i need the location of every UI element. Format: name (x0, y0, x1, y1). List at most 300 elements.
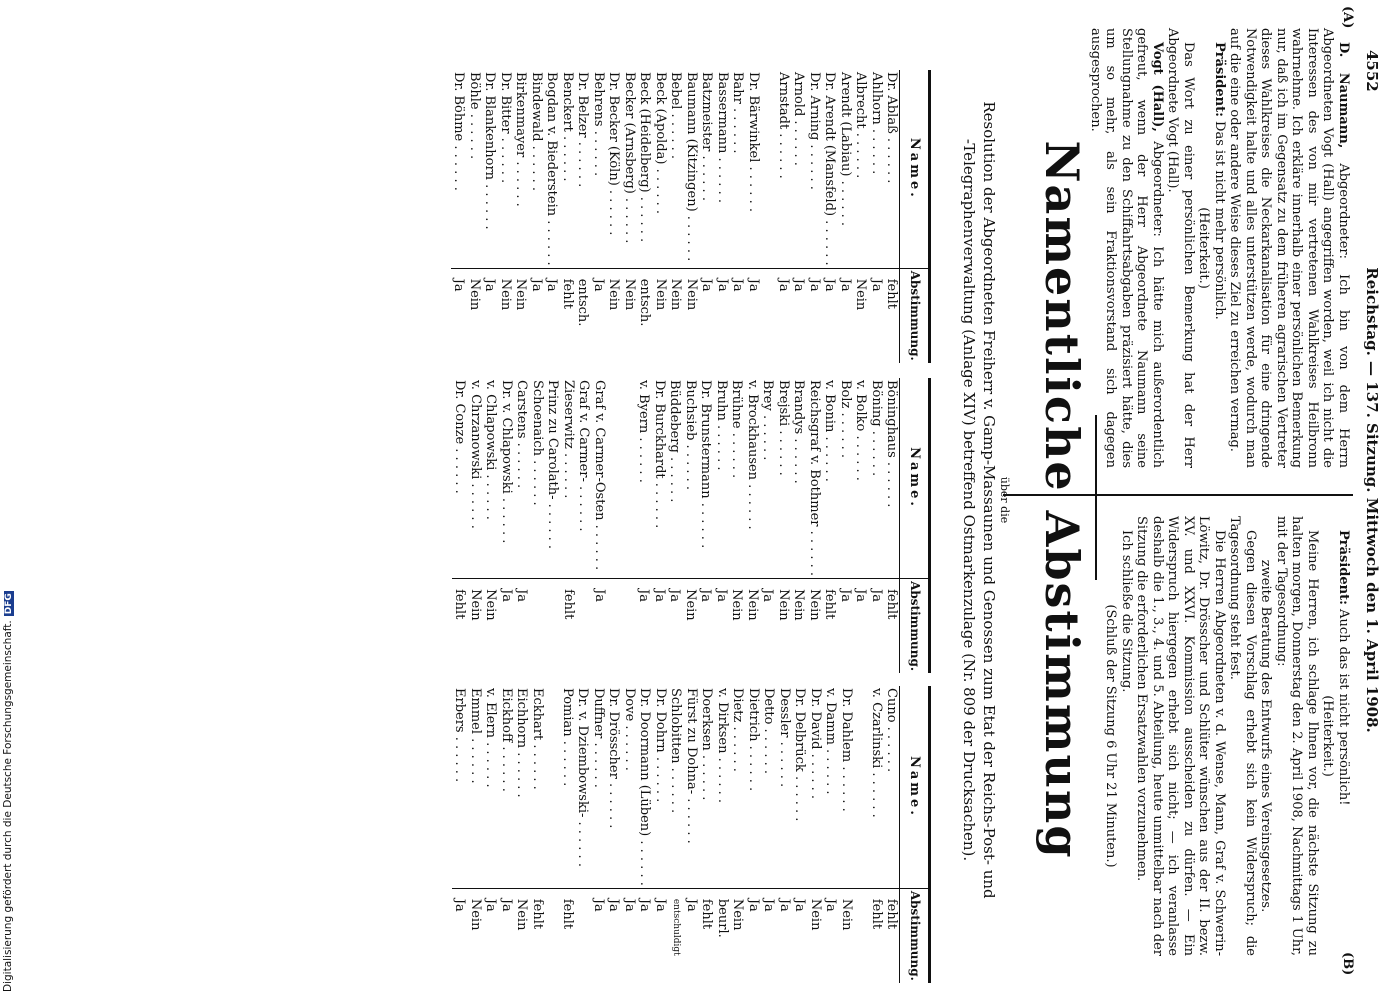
member-name: Dr. Drösscher . . . . . . (606, 686, 622, 888)
table-row (467, 686, 483, 983)
table-row (466, 70, 482, 363)
member-name: Bahr . . . . . . (730, 70, 746, 268)
right-paragraph (1134, 516, 1227, 956)
table-row (745, 378, 761, 673)
table-row (544, 70, 560, 363)
table-row (884, 378, 900, 673)
member-name: Dr. Arendt (Mansfeld) . . . . . . (822, 70, 838, 268)
member-name (854, 686, 869, 888)
member-vote: Ja (761, 898, 777, 912)
member-vote: Nein (730, 898, 746, 931)
left-paragraph (1165, 28, 1196, 468)
member-vote: Ja (760, 589, 776, 603)
table-row (822, 378, 838, 673)
table-row (699, 70, 715, 363)
member-vote: fehlt (699, 898, 715, 930)
table-row (745, 70, 761, 363)
member-name: Brandys . . . . . . (791, 378, 807, 579)
table-row (483, 378, 499, 673)
member-name: Dr. Bitter . . . . . . (497, 70, 513, 268)
right-paragraph (1258, 516, 1274, 956)
table-row (590, 686, 606, 983)
member-name: Brejski . . . . . . (776, 378, 792, 579)
member-vote (761, 268, 776, 362)
member-vote (545, 579, 561, 673)
left-paragraph (1227, 28, 1351, 468)
member-name: v. Damm . . . . . . (823, 686, 839, 888)
table-row (467, 378, 483, 673)
right-paragraph (1119, 516, 1135, 956)
paragraph-text: Abgeordneter: Ich bin von dem Herrn Abgeordneten Vogt (Hall) angegriffen worden, weil ich nicht die Interessen des von mir vertretenen Wahlkreises Heilbronn wahrnehme. Ich erkläre innerhalb einer persönlichen Bemerkung nur, daß ich im Gegensatz zu dem früheren agrarischen Vertreter dieses Wahlkreises die Neckarkanalisation für eine dringende Notwendigkeit halte und alles unterstützen werde, wodurch man auf die eine oder andere Weise dieses Ziel zu erreichen vermag. (1227, 28, 1351, 468)
member-name: Graf v. Carmer- . . . . . . (576, 378, 592, 579)
table-row (792, 686, 808, 983)
table-row (776, 686, 792, 983)
member-name: Dr. Brunstermann . . . . . . (698, 378, 714, 579)
table-row (497, 70, 513, 363)
member-vote: fehlt (559, 278, 575, 309)
member-vote: Ja (869, 589, 884, 603)
interjection: (Heiterkeit.) (1320, 695, 1336, 777)
paragraph-text: Die Herren Abgeordneten v. d. Wense, Mann, Graf v. Schwerin-Löwitz, Dr. Drösscher und Schlüter wünschen aus der II. bezw. XV. und XXVI. Kommission ausscheiden zu dürfen. — Ein Widerspruch hiergegen erhebt sich nicht; — ich veranlasse deshalb die 1., 3., 4. und 5. Abteilung, heute unmittelbar nach der Sitzung die erforderlichen Ersatzwahlen vorzunehmen. (1134, 516, 1227, 956)
member-name: v. Bolko . . . . . . (853, 378, 869, 579)
table-row (869, 686, 885, 983)
member-vote: fehlt (559, 898, 575, 930)
member-vote: Ja (853, 589, 869, 603)
member-name: Becker (Arnsberg) . . . . . . (621, 70, 637, 268)
paragraph-text: zweite Beratung des Entwurfs eines Vereinsgesetzes. (1258, 559, 1274, 913)
member-name (607, 378, 622, 579)
member-name: Dietrich . . . . . . (745, 686, 761, 888)
member-name: Dr. Blankenhorn . . . . . . (482, 70, 498, 268)
member-vote: Ja (730, 278, 746, 292)
member-vote: Ja (452, 898, 468, 912)
paragraph-text: Das ist nicht mehr persönlich. (1212, 116, 1227, 320)
member-name: Emmel . . . . . . (467, 686, 483, 888)
speaker-name: Vogt (Hall), (1150, 42, 1165, 132)
member-vote (575, 888, 591, 982)
member-vote (607, 579, 622, 673)
paragraph-text: Abgeordneter: Ich hätte mich außerordentlich gefreut, wenn der Herr Abgeordnete Naumann seine Stellungnahme zu den Schiffahrtsabgaben präzisiert hätte, dies um so mehr, als sein Fraktionsvorstand sich dagegen ausgesprochen. (1088, 28, 1165, 468)
member-name: Dove . . . . . . (621, 686, 637, 888)
speaker-name: Präsident: (1212, 42, 1227, 117)
table-row (730, 686, 746, 983)
member-vote: Ja (869, 278, 884, 292)
paragraph-text: Auch das ist nicht persönlich! (1336, 604, 1351, 806)
member-vote: Ja (636, 589, 652, 603)
table-row (607, 378, 622, 673)
table-row (591, 378, 607, 673)
member-vote: Nein (853, 278, 869, 311)
member-name: Baumann (Kitzingen) . . . . . . (683, 70, 699, 268)
member-vote: Ja (714, 278, 730, 292)
member-vote: Ja (714, 589, 729, 603)
table-row (683, 70, 699, 363)
table-row (652, 686, 668, 983)
vote-column-header: Abstimmung. (900, 888, 930, 982)
table-row (854, 686, 869, 983)
vote-subtitle: Resolution der Abgeordneten Freiherr v. Gamp-Massaunen und Genossen zum Etat der Reichs-Post- und -Telegraphenverwaltung (Anlage XIV) betreffend Ostmarkenzulage (Nr. 809 der Drucksachen). (960, 101, 998, 899)
member-vote: Ja (606, 898, 622, 912)
table-row (776, 378, 792, 673)
member-name (621, 378, 636, 579)
member-vote: Ja (498, 898, 514, 912)
member-vote: fehlt (884, 589, 900, 620)
member-name: Birkenmayer . . . . . . (513, 70, 529, 268)
member-name: v. Chlapowski . . . . . . (483, 378, 499, 579)
table-row (513, 70, 529, 363)
member-vote (621, 579, 636, 673)
table-row (776, 70, 792, 363)
table-row (884, 686, 900, 983)
member-name: v. Brockhausen . . . . . . (745, 378, 761, 579)
member-vote: Nein (776, 589, 791, 621)
paragraph-text: Das Wort zu einer persönlichen Bemerkung hat der Herr Abgeordnete Vogt (Hall). (1165, 28, 1196, 468)
member-name: Erbers . . . . . . (452, 686, 468, 888)
member-name: Böninghaus . . . . . . (884, 378, 900, 579)
vote-table (451, 70, 931, 363)
table-row (838, 378, 854, 673)
member-name: Pomian . . . . . . (559, 686, 575, 888)
member-vote (545, 888, 560, 982)
vote-table (452, 378, 931, 673)
table-row (621, 378, 636, 673)
right-paragraph (1227, 516, 1258, 956)
table-row (683, 378, 699, 673)
dfg-logo: DFG (4, 593, 14, 615)
member-vote (854, 888, 869, 982)
table-row (869, 70, 885, 363)
table-row (853, 70, 869, 363)
member-name: Zieserwitz . . . . . . (560, 378, 576, 579)
table-row (730, 70, 746, 363)
member-name: Ahlhorn . . . . . . (869, 70, 885, 268)
member-vote: fehlt (529, 898, 545, 930)
member-vote: Ja (498, 589, 514, 603)
table-row (498, 686, 514, 983)
member-name: Bebel . . . . . . (668, 70, 684, 268)
page-number: 4552 (1363, 50, 1381, 92)
table-row (545, 686, 560, 983)
vote-over: über die (998, 476, 1011, 524)
left-paragraph (1088, 28, 1166, 468)
member-name: Batzmeister . . . . . . (699, 70, 715, 268)
right-text-column (1103, 516, 1351, 956)
member-vote: Nein (729, 589, 745, 621)
member-vote: Ja (776, 898, 792, 912)
member-vote: Nein (514, 898, 530, 931)
member-vote: Ja (482, 278, 498, 292)
member-name: Dr. v. Dziembowski- . . . . . . (575, 686, 591, 888)
member-name: Dr. Becker (Köln) . . . . . . (606, 70, 622, 268)
member-name: v. Czarlinski . . . . . . (869, 686, 885, 888)
table-row (451, 70, 467, 363)
left-text-column (1088, 28, 1352, 468)
member-name: Dr. Dahlem . . . . . . (838, 686, 854, 888)
member-vote: Nein (683, 278, 699, 311)
member-name: v. Dirksen . . . . . . (714, 686, 730, 888)
member-vote: Ja (792, 898, 808, 912)
member-vote: Ja (451, 278, 467, 292)
member-vote: Ja (838, 278, 853, 292)
table-row (807, 70, 823, 363)
member-vote: fehlt (869, 898, 884, 930)
table-row (698, 378, 714, 673)
member-name: Bruhn . . . . . . (714, 378, 730, 579)
table-row (745, 686, 761, 983)
member-vote: Ja (528, 278, 544, 292)
member-vote: Nein (668, 278, 684, 311)
table-row (838, 70, 854, 363)
member-name: Dr. Bärwinkel . . . . . . (745, 70, 761, 268)
member-vote: Nein (467, 589, 483, 621)
member-vote: Ja (483, 898, 499, 912)
member-vote: beurl. (714, 898, 730, 938)
member-name: Schlobitten . . . . . . (668, 686, 684, 888)
vote-title: Namentliche Abstimmung (1035, 140, 1089, 860)
member-name: Doerksen . . . . . . (699, 686, 715, 888)
member-name: Duffner . . . . . . (590, 686, 606, 888)
member-vote: Nein (807, 898, 823, 931)
table-row (575, 70, 591, 363)
vote-column-header: Abstimmung. (900, 579, 930, 673)
table-row (560, 378, 576, 673)
table-row (760, 378, 776, 673)
table-row (652, 70, 668, 363)
member-name: Dr. Dohrn . . . . . . (652, 686, 668, 888)
member-name: Cuno . . . . . . (884, 686, 900, 888)
member-vote: Nein (513, 278, 529, 311)
member-name: Albrecht . . . . . . (853, 70, 869, 268)
table-row (823, 686, 839, 983)
table-row (514, 378, 530, 673)
member-name: Eichhorn . . . . . . (514, 686, 530, 888)
member-name: Fürst zu Dohna- . . . . . . (683, 686, 699, 888)
column-marker-a: (A) (1340, 6, 1355, 29)
table-row (761, 70, 776, 363)
member-vote: Ja (807, 278, 822, 292)
member-name: Bolz . . . . . . (838, 378, 854, 579)
member-vote: Ja (621, 898, 637, 912)
member-name: Beck (Apolda) . . . . . . (652, 70, 668, 268)
member-name: Brühne . . . . . . (729, 378, 745, 579)
member-name: Graf v. Carmer-Osten . . . . . . (591, 378, 607, 579)
table-row (853, 378, 869, 673)
member-name: Böning . . . . . . (869, 378, 885, 579)
table-row (606, 70, 622, 363)
member-vote (529, 579, 545, 673)
member-name: Eckhart . . . . . . (529, 686, 545, 888)
member-vote: Ja (822, 278, 838, 292)
member-vote: Ja (637, 898, 653, 912)
table-row (683, 686, 699, 983)
interjection: (Heiterkeit.) (1196, 207, 1212, 289)
member-vote: Ja (514, 589, 530, 603)
member-name: Bogdan v. Biederstein . . . . . . (544, 70, 560, 268)
table-row (452, 378, 468, 673)
member-vote (576, 579, 592, 673)
table-row (483, 686, 499, 983)
table-row (714, 686, 730, 983)
member-vote: Ja (652, 589, 667, 603)
table-row (452, 686, 468, 983)
table-row (590, 70, 606, 363)
table-row (514, 686, 530, 983)
member-vote: Ja (745, 898, 761, 912)
member-name (761, 70, 776, 268)
paragraph-text: Meine Herren, ich schlage Ihnen vor, die nächste Sitzung zu halten morgen, Donnerstag den 2. April 1908, Nachmittags 1 Uhr, mit der Tagesordnung: (1274, 516, 1320, 956)
table-row (807, 686, 823, 983)
member-name: Behrens . . . . . . (590, 70, 606, 268)
member-name: v. Bonin . . . . . . (822, 378, 838, 579)
right-paragraph (1103, 516, 1119, 956)
table-row (576, 378, 592, 673)
section-rule (1095, 415, 1097, 580)
member-name: Brey . . . . . . (760, 378, 776, 579)
member-name: Dietz . . . . . . (730, 686, 746, 888)
member-vote: Ja (823, 898, 839, 912)
member-vote: Nein (791, 589, 807, 621)
member-vote: Nein (652, 278, 668, 311)
table-row (529, 378, 545, 673)
member-name: Prinz zu Carolath- . . . . . . (545, 378, 561, 579)
member-name: Eickhoff . . . . . . (498, 686, 514, 888)
table-row (869, 378, 885, 673)
table-row (498, 378, 514, 673)
left-paragraph (1212, 28, 1228, 468)
member-name: Dr. Ablaß . . . . . . (884, 70, 900, 268)
table-row (637, 70, 653, 363)
member-name: Dr. Doormann (Lüben) . . . . . . (637, 686, 653, 888)
member-vote: Ja (776, 278, 791, 292)
member-vote: entschuldigt (671, 898, 682, 956)
member-name: Dr. David . . . . . . (807, 686, 823, 888)
member-vote: Nein (621, 278, 637, 311)
table-row (559, 686, 575, 983)
member-vote: Ja (699, 278, 715, 292)
column-marker-b: (B) (1340, 952, 1355, 976)
member-vote: entsch. (637, 278, 653, 327)
member-name: Büddeberg . . . . . . (667, 378, 683, 579)
member-vote: Nein (838, 898, 854, 931)
table-row (729, 378, 745, 673)
member-name: Dessler . . . . . . (776, 686, 792, 888)
member-vote: Nein (745, 589, 760, 621)
table-row (545, 378, 561, 673)
member-vote: Ja (590, 278, 606, 292)
member-vote: fehlt (560, 589, 576, 620)
member-name: Arnstadt . . . . . . (776, 70, 792, 268)
table-row (699, 686, 715, 983)
member-vote: Nein (497, 278, 513, 311)
paragraph-text: (Schluß der Sitzung 6 Uhr 21 Minuten.) (1103, 604, 1119, 868)
table-row (884, 70, 900, 363)
member-vote: Nein (466, 278, 482, 311)
member-vote: Nein (606, 278, 622, 311)
member-name: v. Byern . . . . . . (636, 378, 652, 579)
table-row (791, 70, 807, 363)
member-name: Dr. Arning . . . . . . (807, 70, 823, 268)
table-row (559, 70, 575, 363)
table-row (667, 378, 683, 673)
name-column-header: Name. (900, 70, 930, 268)
member-vote: Ja (683, 898, 699, 912)
table-row (482, 70, 498, 363)
name-column-header: Name. (900, 378, 930, 579)
member-vote: Ja (590, 898, 606, 912)
table-row (637, 686, 653, 983)
table-row (714, 70, 730, 363)
vote-column-header: Abstimmung. (900, 268, 930, 362)
member-vote: Ja (838, 589, 853, 603)
speaker-name: Präsident: (1336, 530, 1351, 605)
member-vote: fehlt (884, 278, 900, 309)
paragraph-text: Ich schließe die Sitzung. (1119, 530, 1134, 693)
right-paragraph (1274, 516, 1321, 956)
member-vote: Ja (652, 898, 668, 912)
paragraph-text: Gegen diesen Vorschlag erhebt sich kein Widerspruch; die Tagesordnung steht fest. (1227, 516, 1258, 956)
member-vote: Ja (791, 278, 807, 292)
member-vote: Ja (544, 278, 560, 292)
member-name: Dr. Delbrück . . . . . . (792, 686, 808, 888)
member-name (545, 686, 560, 888)
table-row (636, 378, 652, 673)
member-name: Dr. Belzer . . . . . . (575, 70, 591, 268)
table-row (621, 686, 637, 983)
table-row (668, 686, 684, 983)
member-name: Bindewald . . . . . . (528, 70, 544, 268)
member-name: Bassermann . . . . . . (714, 70, 730, 268)
credit-label: Digitalisierung gefördert durch die Deutsche Forschungsgemeinschaft. (2, 620, 14, 992)
table-row (791, 378, 807, 673)
vote-table (452, 686, 931, 983)
member-name: v. Chrzanowski . . . . . . (467, 378, 483, 579)
member-vote: Nein (683, 589, 698, 621)
table-row (761, 686, 777, 983)
member-name: Dr. Conze . . . . . . (452, 378, 468, 579)
right-paragraph (1336, 516, 1352, 956)
member-name: Benckert . . . . . . (559, 70, 575, 268)
member-name: Böhle . . . . . . (466, 70, 482, 268)
table-row (668, 70, 684, 363)
member-name: Dr. Burckhardt . . . . . . (652, 378, 668, 579)
member-name: Dr. Böhme . . . . . . (451, 70, 467, 268)
member-name: Reichsgraf v. Bothmer . . . . . . (807, 378, 823, 579)
table-row (606, 686, 622, 983)
member-name: Schoenaich . . . . . . (529, 378, 545, 579)
running-title: Reichstag. — 137. Sitzung. Mittwoch den 1. April 1908. (1363, 267, 1381, 733)
member-vote: Ja (667, 589, 683, 603)
member-vote: Nein (483, 589, 499, 621)
table-row (822, 70, 838, 363)
name-column-header: Name. (900, 686, 930, 888)
member-vote: Nein (467, 898, 483, 931)
member-vote: entsch. (575, 278, 591, 327)
speaker-name: D. Naumann, (1336, 42, 1351, 149)
member-vote: Ja (698, 589, 714, 603)
table-row (528, 70, 544, 363)
table-row (575, 686, 591, 983)
table-row (714, 378, 730, 673)
member-name: Beck (Heidelberg) . . . . . . (637, 70, 653, 268)
table-row (807, 378, 823, 673)
member-name: Buchsieb . . . . . . (683, 378, 699, 579)
member-name: v. Elern . . . . . . (483, 686, 499, 888)
table-row (652, 378, 668, 673)
member-vote: Nein (807, 589, 822, 621)
member-name: Dr. v. Chlapowski . . . . . . (498, 378, 514, 579)
member-vote: fehlt (884, 898, 900, 930)
table-row (621, 70, 637, 363)
